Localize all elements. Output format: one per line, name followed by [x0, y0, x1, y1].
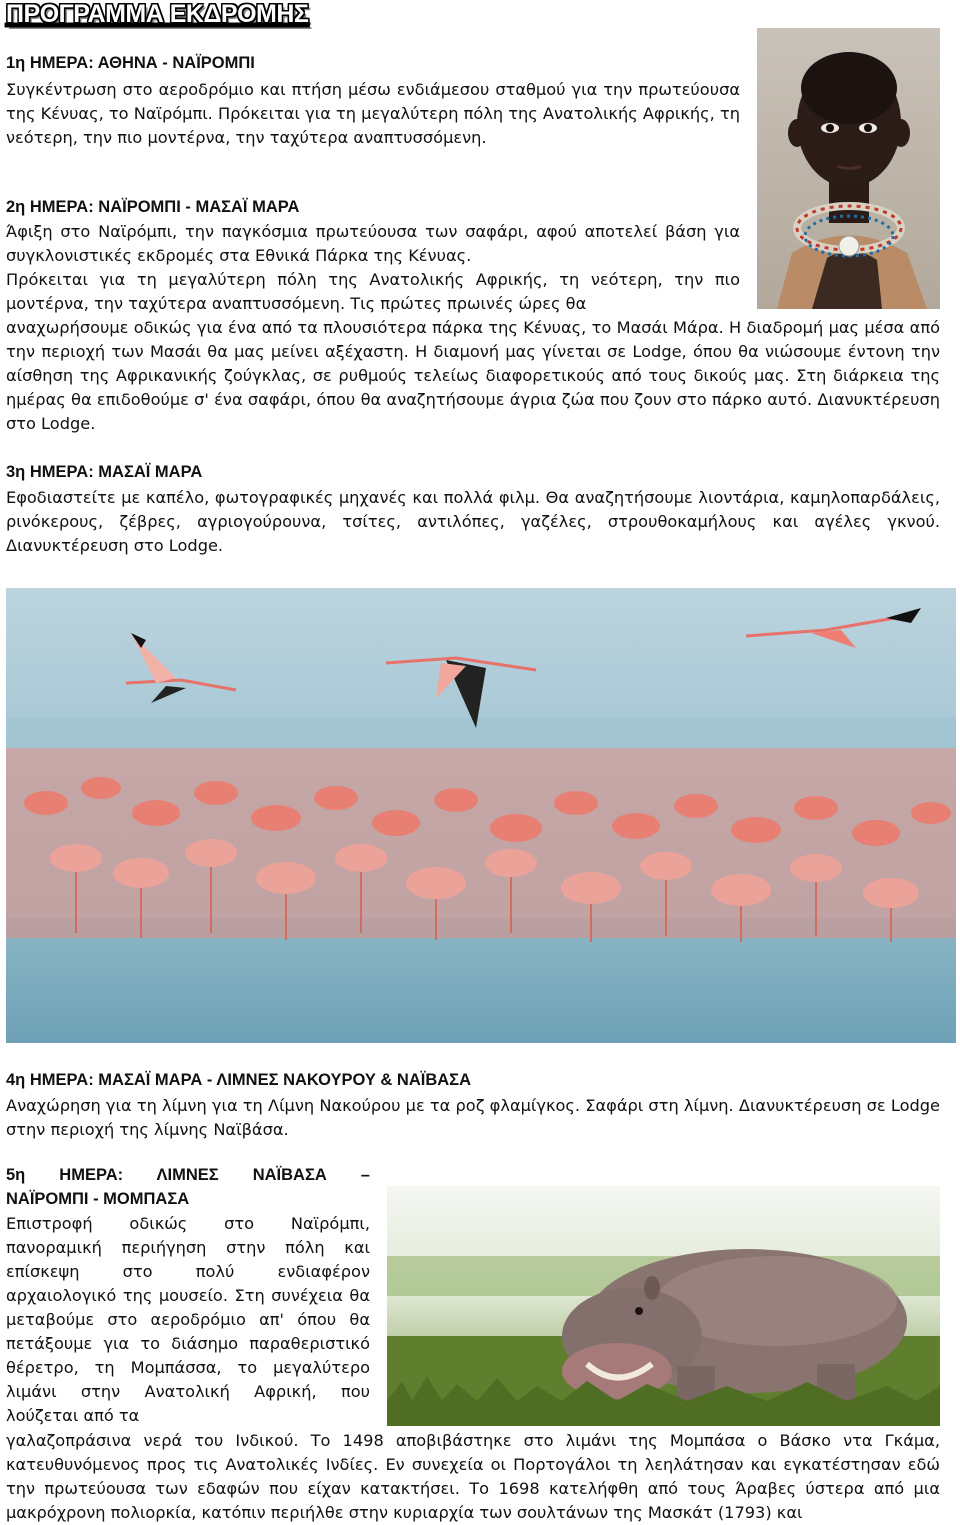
hippo-photo [387, 1186, 940, 1426]
day-2-text-part-1: Άφιξη στο Ναϊρόμπι, την παγκόσμια πρωτεύουσα των σαφάρι, αφού αποτελεί βάση για συγκλονιστικές εκδρομές στα Εθνικά Πάρκα της Κένυας. [6, 222, 740, 265]
day-5-heading-line-1: 5η ΗΜΕΡΑ: ΛΙΜΝΕΣ ΝΑΪΒΑΣΑ – [6, 1166, 370, 1184]
day-3-text: Εφοδιαστείτε με καπέλο, φωτογραφικές μηχανές και πολλά φιλμ. Θα αναζητήσουμε λιοντάρια, καμηλοπαρδάλεις, ρινόκερους, ζέβρες, αγριογούρουνα, τσίτες, αντιλόπες, γαζέλες, στρουθοκαμήλους και αγέλες γκνού. Διανυκτέρευση στο Lodge. [6, 488, 940, 555]
day-2-heading: 2η ΗΜΕΡΑ: ΝΑΪΡΟΜΠΙ - ΜΑΣΑΪ ΜΑΡΑ [6, 198, 300, 216]
page-title: ΠΡΟΓΡΑΜΜΑ ΕΚΔΡΟΜΗΣ [6, 0, 309, 28]
day-5-heading-line-2: ΝΑΪΡΟΜΠΙ - ΜΟΜΠΑΣΑ [6, 1190, 190, 1208]
maasai-child-photo [757, 28, 940, 309]
day-2-text-part-3: αναχωρήσουμε οδικώς για ένα από τα πλουσιότερα πάρκα της Κένυας, το Μασάι Μάρα. Η διαδρομή μας μέσα από την περιοχή των Μασάι θα μας μείνει αξέχαστη. Η διαμονή μας γίνεται σε Lodge, όπου θα νιώσουμε έντονη την αίσθηση της Αφρικανικής ζούγκλας, σε ρυθμούς τελείως διαφορετικούς από τους δικούς μας. Στη διάρκεια της ημέρας θα επιδοθούμε σ' ένα σαφάρι, όπου θα αναζητήσουμε άγρια ζώα που ζουν στο πάρκο αυτό. Διανυκτέρευση στο Lodge. [6, 318, 940, 433]
day-1-heading: 1η ΗΜΕΡΑ: ΑΘΗΝΑ - ΝΑΪΡΟΜΠΙ [6, 54, 255, 72]
day-3-heading: 3η ΗΜΕΡΑ: ΜΑΣΑΪ ΜΑΡΑ [6, 463, 203, 481]
day-1-text: Συγκέντρωση στο αεροδρόμιο και πτήση μέσω ενδιάμεσου σταθμού για την πρωτεύουσα της Κένυας, το Ναϊρόμπι. Πρόκειται για τη μεγαλύτερη πόλη της Ανατολικής Αφρικής, τη νεότερη, την πιο μοντέρνα, την ταχύτερα αναπτυσσόμενη. [6, 80, 740, 147]
flamingo-lake-photo [6, 588, 956, 1043]
day-4-text: Αναχώρηση για τη λίμνη για τη Λίμνη Νακούρου με τα ροζ φλαμίγκος. Σαφάρι στη λίμνη. Διανυκτέρευση σε Lodge στην περιοχή της λίμνης Ναϊβάσα. [6, 1096, 940, 1139]
day-2-text-part-2: Πρόκειται για τη μεγαλύτερη πόλη της Ανατολικής Αφρικής, τη νεότερη, την πιο μοντέρνα, την ταχύτερα αναπτυσσόμενη. Τις πρώτες πρωινές ώρες θα [6, 270, 740, 313]
day-4-heading: 4η ΗΜΕΡΑ: ΜΑΣΑΪ ΜΑΡΑ - ΛΙΜΝΕΣ ΝΑΚΟΥΡΟΥ & ΝΑΪΒΑΣΑ [6, 1071, 471, 1089]
day-5-text-part-1: Επιστροφή οδικώς στο Ναϊρόμπι, πανοραμική περιήγηση στην πόλη και επίσκεψη στο πολύ ενδιαφέρον αρχαιολογικό της μουσείο. Στη συνέχεια θα μεταβούμε στο αεροδρόμιο απ' όπου θα πετάξουμε για το διάσημο παραθεριστικό θέρετρο, τη Μομπάσσα, το μεγαλύτερο λιμάνι στην Ανατολική Αφρική, που λούζεται από τα [6, 1214, 370, 1425]
day-5-text-part-2: γαλαζοπράσινα νερά του Ινδικού. Το 1498 αποβιβάστηκε στο λιμάνι της Μομπάσα ο Βάσκο ντα Γκάμα, κατευθυνόμενος προς τις Ανατολικές Ινδίες. Εν συνεχεία οι Πορτογάλοι τη λεηλάτησαν και εγκατέστησαν εδώ την πρωτεύουσα των εδαφών που είχαν κατακτήσει. Το 1698 κατελήφθη από τους Άραβες ύστερα από μια μακρόχρονη πολιορκία, κατόπιν περιήλθε στην κυριαρχία των σουλτάνων της Μασκάτ (1793) και [6, 1431, 940, 1522]
